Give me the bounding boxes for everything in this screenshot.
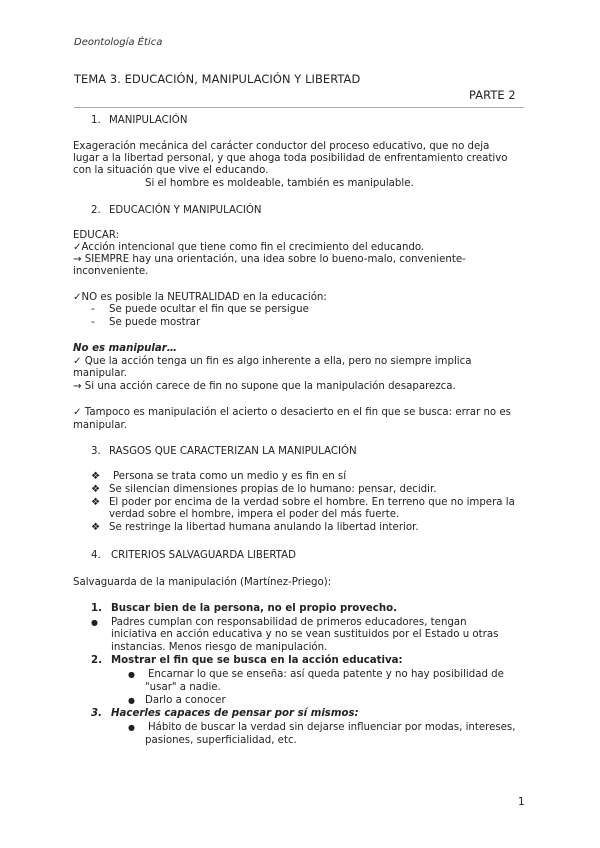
check-line (73, 242, 424, 254)
list-item: Encarnar lo que se enseña: así queda patente y no hay posibilidad de (148, 669, 504, 680)
list-item: Se puede mostrar (109, 317, 201, 328)
list-item-continuation: "usar" a nadie. (145, 682, 221, 693)
section-1-number: 1. (91, 115, 101, 126)
check-line (73, 292, 327, 304)
line-text: Tampoco es manipulación el acierto o desacierto en el fin que se busca: errar no es (81, 407, 511, 418)
paragraph-line: con la situación que vive el educando. (73, 165, 269, 176)
header-divider (74, 107, 524, 108)
arrow-line (73, 381, 456, 393)
line-text: Acción intencional que tiene como fin el crecimiento del educando. (81, 242, 425, 253)
page-number: 1 (518, 796, 525, 808)
list-item: Hábito de buscar la verdad sin dejarse influenciar por modas, intereses, (148, 722, 516, 733)
line-text: NO es posible la NEUTRALIDAD en la educación: (81, 292, 327, 303)
section-2-heading: EDUCACIÓN Y MANIPULACIÓN (109, 205, 262, 216)
criterion-2-number: 2. (91, 655, 102, 666)
check-icon: ✓ (73, 356, 82, 367)
educar-label: EDUCAR: (73, 230, 120, 241)
no-manipular-label: No es manipular… (73, 343, 177, 354)
dot-bullet-icon: ● (128, 670, 135, 679)
list-item: Se puede ocultar el fin que se persigue (109, 304, 309, 315)
section-1-heading: MANIPULACIÓN (109, 115, 188, 126)
diamond-bullet-icon: ❖ (91, 484, 101, 495)
dash-bullet: - (91, 304, 95, 315)
arrow-right-icon: → (73, 381, 82, 392)
arrow-line (73, 254, 466, 266)
check-icon: ✓ (73, 242, 82, 253)
list-item: Darlo a conocer (145, 695, 226, 706)
check-icon: ✓ (73, 407, 82, 418)
line-text: Que la acción tenga un fin es algo inherente a ella, pero no siempre implica (81, 356, 472, 367)
arrow-right-icon: → (73, 254, 82, 265)
quote-line: Si el hombre es moldeable, también es manipulable. (145, 178, 414, 189)
diamond-bullet-icon: ❖ (91, 497, 101, 508)
list-item-continuation: verdad sobre el hombre, impera el poder del más fuerte. (109, 509, 400, 520)
paragraph-line: Exageración mecánica del carácter conductor del proceso educativo, que no deja (73, 141, 490, 152)
diamond-bullet-icon: ❖ (91, 522, 101, 533)
section-3-number: 3. (91, 446, 101, 457)
section-4-number: 4. (91, 550, 101, 561)
line-text: SIEMPRE hay una orientación, una idea sobre lo bueno-malo, conveniente- (84, 254, 466, 265)
list-item: El poder por encima de la verdad sobre el hombre. En terreno que no impera la (109, 497, 515, 508)
section-4-heading: CRITERIOS SALVAGUARDA LIBERTAD (111, 550, 296, 561)
dot-bullet-icon: ● (128, 696, 135, 705)
list-item-continuation: pasiones, superficialidad, etc. (145, 735, 297, 746)
list-item: Persona se trata como un medio y es fin en sí (113, 471, 347, 482)
criteria-intro: Salvaguarda de la manipulación (Martínez-Priego): (73, 577, 332, 588)
list-item: Se restringe la libertad humana anulando la libertad interior. (109, 522, 419, 533)
list-item: Padres cumplan con responsabilidad de primeros educadores, tengan (111, 617, 467, 628)
line-continuation: manipular. (73, 420, 127, 431)
section-3-heading: RASGOS QUE CARACTERIZAN LA MANIPULACIÓN (109, 446, 357, 457)
dot-bullet-icon: ● (91, 618, 98, 627)
line-continuation: manipular. (73, 368, 127, 379)
criterion-3-number: 3. (91, 708, 102, 719)
check-line (73, 356, 471, 368)
check-icon: ✓ (73, 292, 82, 303)
page-title: TEMA 3. EDUCACIÓN, MANIPULACIÓN Y LIBERTAD (74, 72, 361, 86)
section-2-number: 2. (91, 205, 101, 216)
running-header: Deontología Ética (74, 37, 163, 48)
criterion-3-heading: Hacerles capaces de pensar por sí mismos: (111, 708, 359, 719)
list-item: Se silencian dimensiones propias de lo humano: pensar, decidir. (109, 484, 437, 495)
part-label: PARTE 2 (469, 88, 516, 102)
dash-bullet: - (91, 317, 95, 328)
criterion-1-number: 1. (91, 603, 102, 614)
criterion-1-heading: Buscar bien de la persona, no el propio provecho. (111, 603, 397, 614)
criterion-2-heading: Mostrar el fin que se busca en la acción educativa: (111, 655, 403, 666)
list-item-continuation: instancias. Menos riesgo de manipulación. (111, 642, 328, 653)
line-text: Si una acción carece de fin no supone que la manipulación desaparezca. (81, 381, 456, 392)
check-line (73, 407, 511, 419)
diamond-bullet-icon: ❖ (91, 471, 101, 482)
list-item-continuation: iniciativa en acción educativa y no se vean sustituidos por el Estado u otras (111, 629, 499, 640)
paragraph-line: lugar a la libertad personal, y que ahoga toda posibilidad de enfrentamiento creativo (73, 153, 508, 164)
line-continuation: inconveniente. (73, 266, 149, 277)
dot-bullet-icon: ● (128, 723, 135, 732)
